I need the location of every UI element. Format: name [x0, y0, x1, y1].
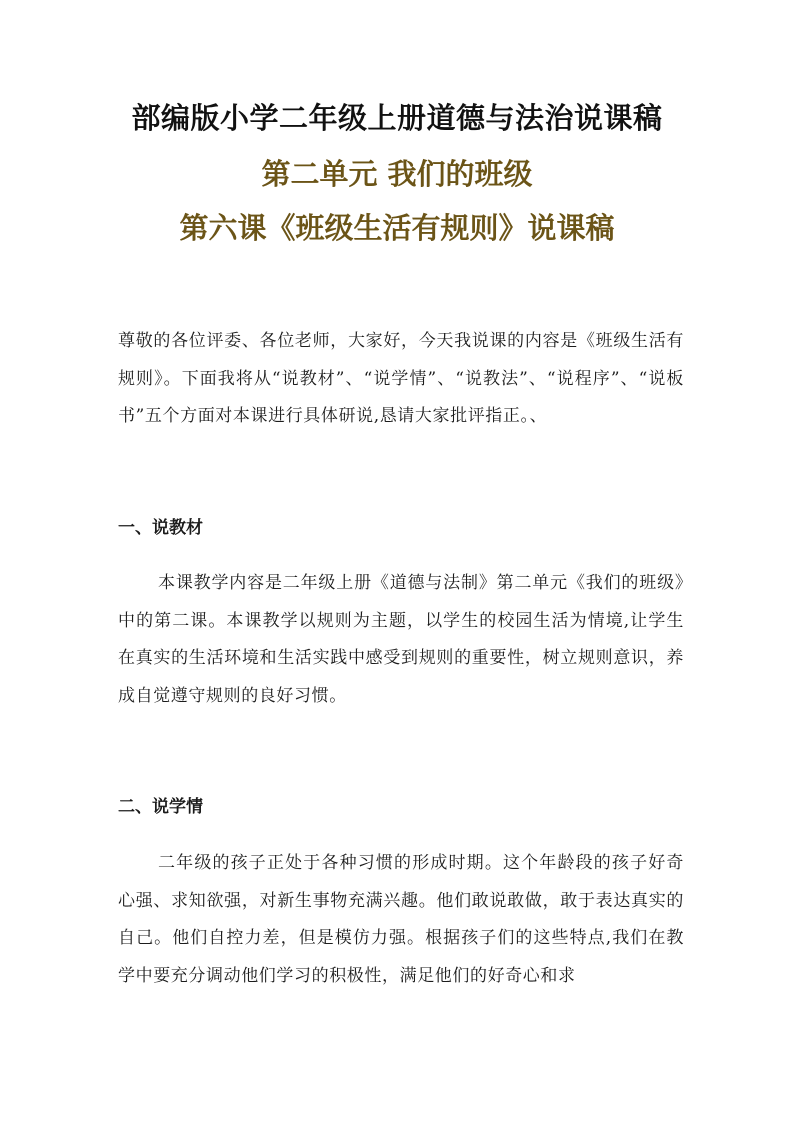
section-heading-student-analysis: 二、说学情: [118, 797, 203, 817]
intro-paragraph: 尊敬的各位评委、各位老师，大家好，今天我说课的内容是《班级生活有规则》。下面我将从“说教材”、“说学情”、“说教法”、“说程序”、“说板书”五个方面对本课进行具体研说,恳请大家批评指正。、: [118, 331, 684, 426]
section-heading-teaching-material: 一、说教材: [118, 518, 203, 538]
document-title: 部编版小学二年级上册道德与法治说课稿: [131, 101, 663, 135]
section-body-student-analysis: 二年级的孩子正处于各种习惯的形成时期。这个年龄段的孩子好奇心强、求知欲强，对新生事物充满兴趣。他们敢说敢做，敢于表达真实的自己。他们自控力差，但是模仿力强。根据孩子们的这些特点,我们在教学中要充分调动他们学习的积极性，满足他们的好奇心和求: [118, 853, 684, 986]
section-body-teaching-material: 本课教学内容是二年级上册《道德与法制》第二单元《我们的班级》中的第二课。本课教学以规则为主题，以学生的校园生活为情境,让学生在真实的生活环境和生活实践中感受到规则的重要性，树立规则意识，养成自觉遵守规则的良好习惯。: [118, 573, 684, 706]
lesson-title: 第六课《班级生活有规则》说课稿: [179, 211, 615, 245]
unit-title: 第二单元 我们的班级: [261, 157, 533, 191]
